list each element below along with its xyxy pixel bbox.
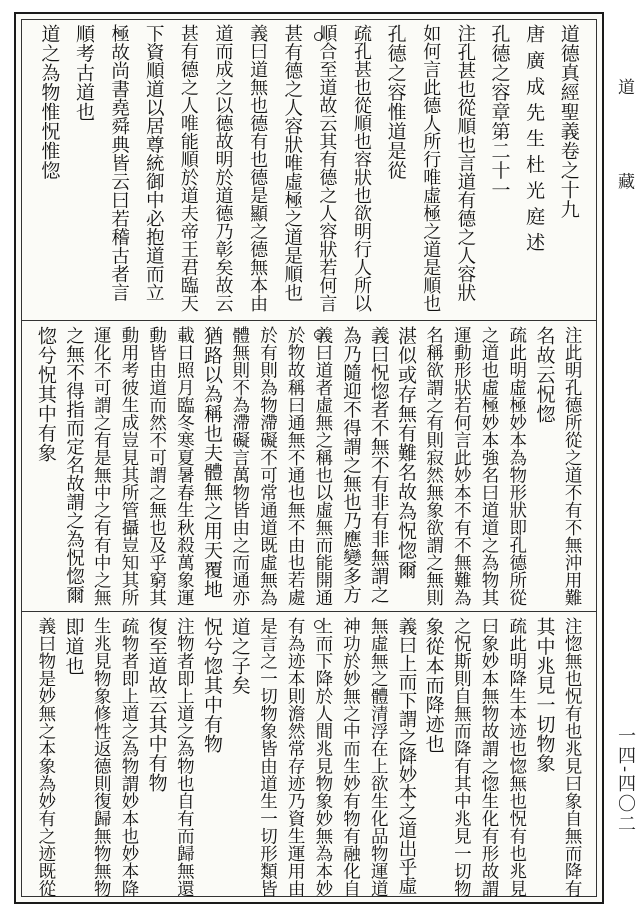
text-column: 道而成之以德故明於道德乃彰矣故云 (212, 24, 234, 312)
text-column: 是言之一切物象皆由道生一切形類皆 (257, 617, 278, 897)
text-column: 象從本而降迹也 (422, 617, 445, 754)
text-column: 甚有德之人唯能順於道夫帝王君臨天 (177, 24, 199, 312)
text-panel-top (32, 24, 586, 314)
text-column: 極故尚書堯舜典皆云曰若稽古者言 (108, 24, 130, 302)
text-column: 復至道故云其中有物 (145, 617, 168, 793)
text-column: 湛似或存無有難名故為怳惚爾 (394, 326, 417, 580)
text-column: 神功於妙無之中而生妙有物有融化自 (340, 617, 361, 897)
text-column: 道之為物惟怳惟惚 (38, 24, 61, 180)
text-column: 孔德之容惟道是從 (384, 24, 407, 180)
panel-divider-top (22, 320, 596, 321)
text-column: 體無則不為滯礙言萬物皆由之而通亦 (229, 326, 250, 606)
panel-divider-bottom (22, 611, 596, 612)
text-column: 疏此明降生本迹也惚無也怳有也兆見 (506, 617, 527, 897)
text-column: 義曰上而下謂之降妙本之道出乎虛 (395, 617, 417, 895)
text-column: 之道也虛極妙本強名曰道道之為物其 (479, 326, 500, 606)
text-column: 道德真經聖義卷之十九 (557, 24, 580, 219)
text-column: 注惚無也怳有也兆見曰象自無而降有 (562, 617, 583, 897)
text-column: 道之子矣 (228, 617, 251, 695)
text-panel-middle (32, 326, 586, 608)
text-column: 運化不可謂之有是無中之有有中之無 (91, 326, 112, 606)
text-column: 如何言此德人所行唯虛極之道是順也 (420, 24, 442, 312)
text-column: 注物者即上道之為物也自有而歸無還 (174, 617, 195, 897)
text-column: 之無不得指而定名故謂之為怳惚爾 (63, 326, 85, 604)
text-column: 疏物者即上道之為物謂妙本也妙本降 (118, 617, 139, 897)
text-column: 疏孔甚也從順也容狀也欲明行人所以 (350, 24, 372, 312)
text-column: 動用考彼生成豈見其所管攝豈知其所 (118, 326, 139, 606)
text-column: 之怳斯則自無而降有其中兆見一切物 (451, 617, 472, 897)
text-panel-bottom (32, 617, 586, 897)
text-column: 曰象妙本無物故謂之惚生化有形故謂 (479, 617, 500, 897)
text-column: 名故云怳惚 (533, 326, 556, 424)
text-column: 載日照月臨冬寒夏暑春生秋殺萬象運 (174, 326, 195, 606)
text-column: 於有則為物滯礙不可常通道既虛無為 (257, 326, 278, 606)
text-column: 生兆見物象修性返德則復歸無物無物 (91, 617, 112, 897)
text-column: 動皆由道而然不可謂之無也及乎窮其 (146, 326, 167, 606)
text-column: 義曰道者虛無之稱也以虛無而能開通 (312, 326, 333, 606)
text-column: 為乃隨迎不得謂之無也乃應變多方 (340, 326, 362, 604)
text-column: 順考古道也 (72, 24, 95, 122)
text-column: 惚兮怳其中有象 (34, 326, 57, 463)
text-column: 義曰怳惚者不無不有非有非無謂之 (368, 326, 390, 604)
text-column: 甚有德之人容狀唯虛極之道是順也 (281, 24, 303, 302)
text-column: 上而下降於人間兆見物象妙無為本妙 (312, 617, 333, 897)
margin-title: 道 藏 (614, 78, 634, 226)
text-column: 於物故稱曰通無不通也無不由也若處 (285, 326, 306, 606)
margin-page-number: 一四-四〇二 (615, 726, 636, 835)
text-column: 注此明孔德所從之道不有不無沖用難 (562, 326, 583, 606)
text-column: 有為迹本則澹然常存迹乃資生運用由 (285, 617, 306, 897)
text-column: 即道也 (62, 617, 85, 676)
text-column: 無虛無之體清浮在上欲生化品物運道 (368, 617, 389, 897)
page-frame (21, 19, 597, 897)
text-column: 怳兮惚其中有物 (201, 617, 224, 754)
text-column: 下資順道以居尊統御中必抱道而立 (143, 24, 165, 302)
text-column: 孔德之容章第二十一 (488, 24, 511, 200)
text-column: 名稱欲謂之有則寂然無象欲謂之無則 (423, 326, 444, 606)
scripture-page (14, 12, 604, 904)
text-column: 義曰物是妙無之本象為妙有之迹既從 (35, 617, 56, 897)
text-column: 運動形狀若何言此妙本不有不無難為 (451, 326, 472, 606)
text-column: 唐 廣 成 先 生 杜 光 庭 述 (523, 24, 546, 252)
text-column: 疏此明虛極妙本為物形狀即孔德所從 (506, 326, 527, 606)
text-column: 義曰道無也德有也德是顯之德無本由 (247, 24, 269, 312)
text-column: 猶路以為稱也夫體無之用天覆地 (201, 326, 224, 599)
text-column: 順合至道故云其有德之人容狀若何言 (316, 24, 338, 312)
text-column: 注孔甚也從順也言道有德之人容狀 (454, 24, 476, 302)
text-column: 其中兆見一切物象 (533, 617, 556, 773)
